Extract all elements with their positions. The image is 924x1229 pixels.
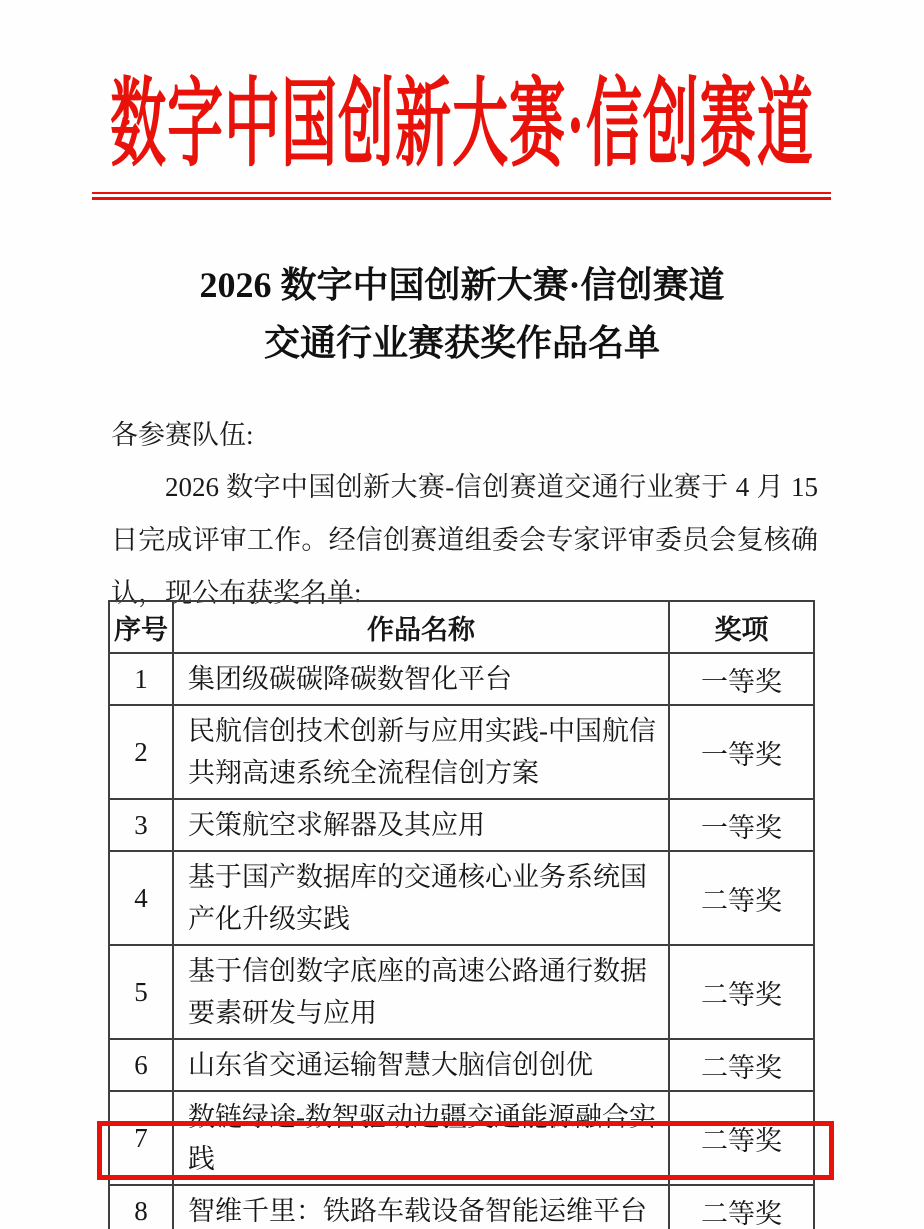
letterhead-divider <box>92 192 831 200</box>
col-header-work-title: 作品名称 <box>173 601 669 653</box>
table-row <box>109 799 814 851</box>
cell-work-title: 智维千里：铁路车载设备智能运维平台 <box>173 1185 669 1229</box>
cell-work-title: 集团级碳碳降碳数智化平台 <box>173 653 669 705</box>
cell-award: 二等奖 <box>669 1185 814 1229</box>
awards-table <box>108 600 815 1229</box>
table-row <box>109 705 814 799</box>
document-title-line2: 交通行业赛获奖作品名单 <box>263 323 660 363</box>
cell-work-title: 数链绿途-数智驱动边疆交通能源融合实践 <box>173 1091 669 1185</box>
cell-award: 一等奖 <box>669 705 814 799</box>
cell-serial: 1 <box>109 653 173 705</box>
letterhead-banner: 数字中国创新大赛·信创赛道 <box>110 72 814 180</box>
cell-award: 二等奖 <box>669 1039 814 1091</box>
cell-serial: 7 <box>109 1091 173 1185</box>
table-row <box>109 653 814 705</box>
document-title <box>0 256 924 372</box>
table-header-row <box>109 601 814 653</box>
document-title-line1: 2026 数字中国创新大赛·信创赛道 <box>199 265 725 305</box>
cell-work-title: 山东省交通运输智慧大脑信创创优 <box>173 1039 669 1091</box>
cell-work-title: 天策航空求解器及其应用 <box>173 799 669 851</box>
salutation: 各参赛队伍: <box>111 420 254 450</box>
cell-work-title: 基于国产数据库的交通核心业务系统国产化升级实践 <box>173 851 669 945</box>
cell-serial: 5 <box>109 945 173 1039</box>
cell-award: 二等奖 <box>669 851 814 945</box>
cell-award: 一等奖 <box>669 799 814 851</box>
table-row <box>109 1039 814 1091</box>
cell-serial: 4 <box>109 851 173 945</box>
table-row-highlighted <box>109 1185 814 1229</box>
cell-award: 二等奖 <box>669 1091 814 1185</box>
table-row <box>109 1091 814 1185</box>
table-row <box>109 945 814 1039</box>
cell-serial: 6 <box>109 1039 173 1091</box>
table-row <box>109 851 814 945</box>
cell-serial: 2 <box>109 705 173 799</box>
cell-serial: 8 <box>109 1185 173 1229</box>
cell-award: 一等奖 <box>669 653 814 705</box>
cell-work-title: 民航信创技术创新与应用实践-中国航信共翔高速系统全流程信创方案 <box>173 705 669 799</box>
cell-work-title: 基于信创数字底座的高速公路通行数据要素研发与应用 <box>173 945 669 1039</box>
col-header-award: 奖项 <box>669 601 814 653</box>
col-header-serial: 序号 <box>109 601 173 653</box>
cell-serial: 3 <box>109 799 173 851</box>
cell-award: 二等奖 <box>669 945 814 1039</box>
body-paragraph: 2026 数字中国创新大赛-信创赛道交通行业赛于 4 月 15 日完成评审工作。经信创赛道组委会专家评审委员会复核确认，现公布获奖名单: <box>111 472 818 608</box>
